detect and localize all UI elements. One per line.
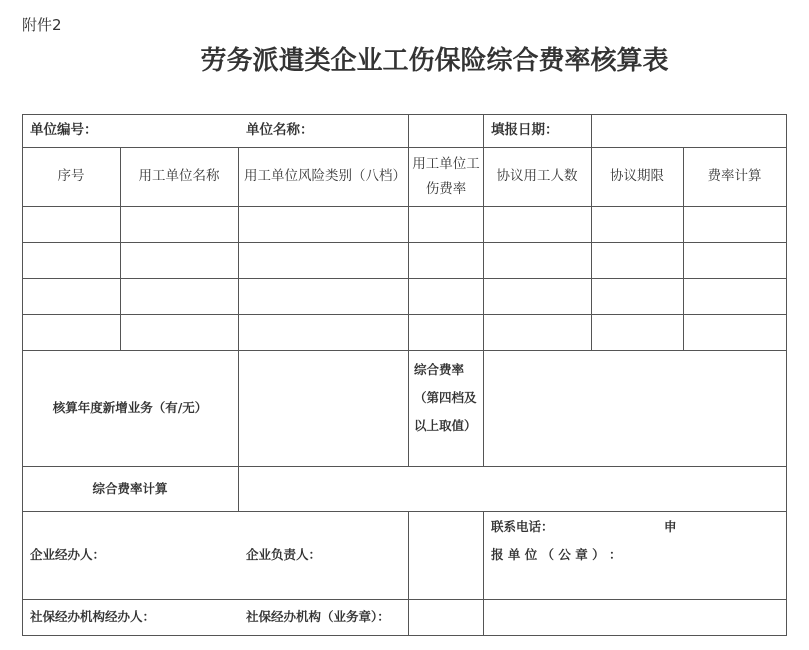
col-header-rate-calc: 费率计算 [707, 167, 762, 184]
col-header-injury-rate: 用工单位工伤费率 [412, 156, 480, 197]
unit-name-label: 单位名称： [246, 122, 314, 138]
page-title: 劳务派遣类企业工伤保险综合费率核算表 [200, 46, 669, 76]
ss-agency-label: 社保经办机构（业务章）： [246, 609, 390, 624]
apply-unit-label-b: 报 单 位 （ 公 章 ） ： [491, 547, 622, 562]
col-header-agreed-workers: 协议用工人数 [496, 167, 578, 184]
contact-phone-label: 联系电话： [491, 519, 554, 534]
col-header-risk-category: 用工单位风险类别（八档） [244, 167, 406, 184]
unit-code-label: 单位编号： [30, 122, 98, 138]
fill-date-label: 填报日期： [491, 122, 559, 138]
attachment-label: 附件2 [22, 16, 62, 34]
composite-rate-note: 综合费率（第四档及以上取值） [414, 362, 477, 434]
new-business-label: 核算年度新增业务（有/无） [52, 400, 208, 416]
ss-handler-label: 社保经办机构经办人： [30, 609, 156, 624]
enterprise-leader-label: 企业负责人： [246, 547, 322, 562]
col-header-agreed-period: 协议期限 [610, 167, 664, 184]
apply-unit-label-a: 申 [664, 519, 677, 534]
col-header-serial: 序号 [57, 167, 85, 184]
col-header-employer-name: 用工单位名称 [138, 167, 220, 184]
enterprise-handler-label: 企业经办人： [30, 547, 106, 562]
composite-rate-calc-label: 综合费率计算 [92, 480, 168, 496]
